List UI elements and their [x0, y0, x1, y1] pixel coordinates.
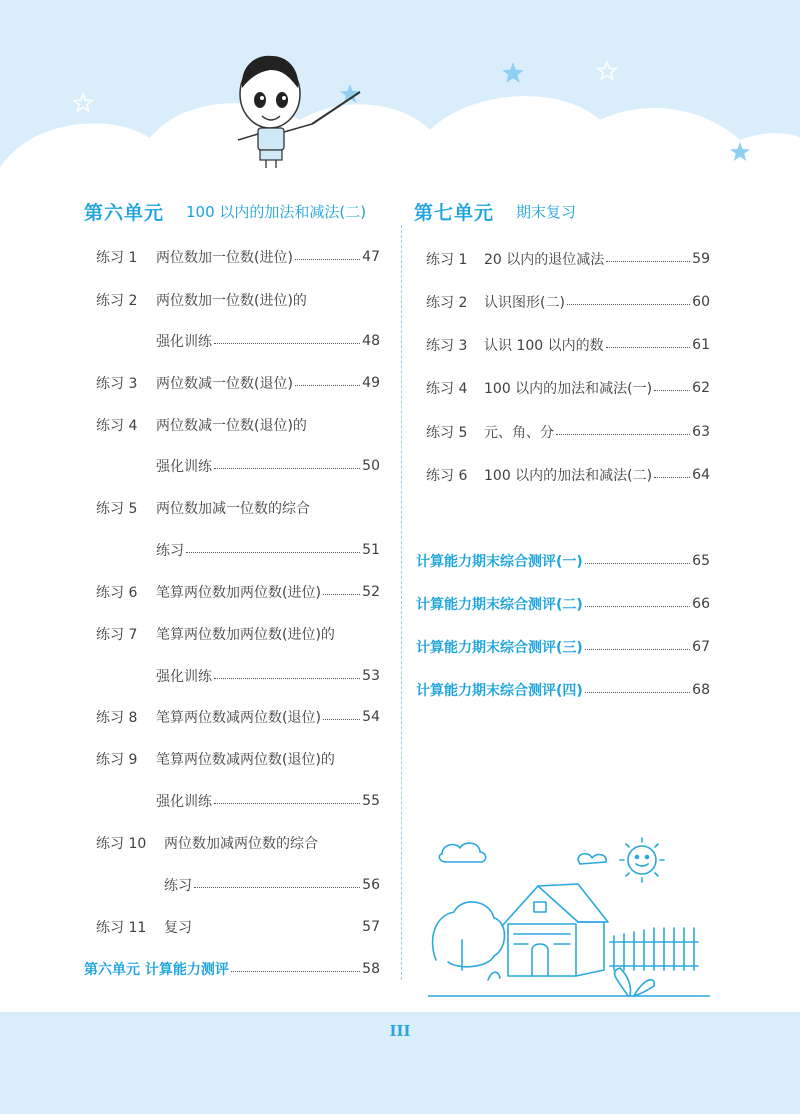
- toc-entry-unit6-ex9[interactable]: [96, 748, 380, 770]
- exercise-label: 练习 5: [96, 501, 138, 517]
- unit6-label: 第六单元: [84, 201, 165, 224]
- toc-entry-unit6-ex2[interactable]: [96, 289, 380, 311]
- toc-entry-unit6-ex3[interactable]: [96, 372, 380, 394]
- exercise-label: 练习 1: [96, 250, 138, 266]
- toc-entry-unit7-ex3[interactable]: [426, 334, 710, 356]
- spacer: [194, 921, 360, 930]
- exercise-title-cont: 强化训练: [156, 334, 212, 350]
- page-ref: 60: [692, 294, 710, 310]
- toc-entry-unit6-ex9-cont[interactable]: [156, 790, 380, 812]
- test-title: 计算能力期末综合测评(一): [416, 554, 583, 570]
- test-title: 计算能力期末综合测评(四): [416, 683, 583, 699]
- dot-leader: [606, 253, 690, 262]
- column-divider: [401, 225, 402, 980]
- dot-leader: [295, 251, 360, 260]
- toc-entry-unit6-ex7[interactable]: [96, 623, 380, 645]
- toc-entry-final-test-1[interactable]: [416, 550, 710, 572]
- page-ref: 48: [362, 333, 380, 349]
- page-ref: 47: [362, 249, 380, 265]
- exercise-title-cont: 强化训练: [156, 794, 212, 810]
- dot-leader: [295, 377, 360, 386]
- page-ref: 65: [692, 553, 710, 569]
- dot-leader: [585, 684, 690, 693]
- page-ref: 58: [362, 961, 380, 977]
- exercise-label: 练习 1: [426, 252, 468, 268]
- dot-leader: [585, 598, 690, 607]
- exercise-title: 复习: [164, 920, 192, 936]
- star-icon: [728, 140, 752, 164]
- exercise-label: 练习 6: [96, 585, 138, 601]
- exercise-title: 两位数加一位数(进位): [156, 250, 293, 266]
- exercise-label: 练习 9: [96, 752, 138, 768]
- exercise-title: 两位数加一位数(进位)的: [156, 293, 307, 309]
- dot-leader: [231, 963, 360, 972]
- dot-leader: [186, 544, 360, 553]
- dot-leader: [214, 670, 360, 679]
- page-ref: 51: [362, 542, 380, 558]
- page-ref: 61: [692, 337, 710, 353]
- unit6-name: 100 以内的加法和减法(二): [186, 202, 367, 221]
- toc-entry-unit7-ex4[interactable]: [426, 377, 710, 399]
- exercise-title: 笔算两位数加两位数(进位): [156, 585, 321, 601]
- dot-leader: [214, 335, 360, 344]
- unit7-heading: [414, 196, 576, 226]
- dot-leader: [214, 795, 360, 804]
- page-ref: 50: [362, 458, 380, 474]
- test-title: 计算能力期末综合测评(二): [416, 597, 583, 613]
- dot-leader: [214, 460, 360, 469]
- page-ref: 57: [362, 919, 380, 935]
- dot-leader: [567, 296, 690, 305]
- exercise-title-cont: 强化训练: [156, 459, 212, 475]
- page-ref: 55: [362, 793, 380, 809]
- toc-entry-unit7-ex5[interactable]: [426, 421, 710, 443]
- exercise-label: 练习 2: [426, 295, 468, 311]
- toc-entry-unit6-ex5[interactable]: [96, 497, 380, 519]
- toc-entry-unit6-ex2-cont[interactable]: [156, 330, 380, 352]
- toc-entry-unit6-ex1[interactable]: [96, 246, 380, 268]
- exercise-title: 笔算两位数加两位数(进位)的: [156, 627, 335, 643]
- unit6-heading: [84, 196, 366, 226]
- toc-entry-unit6-ex4[interactable]: [96, 414, 380, 436]
- toc-entry-unit6-ex10[interactable]: [96, 832, 380, 854]
- exercise-title: 两位数加减两位数的综合: [164, 836, 318, 852]
- dot-leader: [323, 711, 360, 720]
- dot-leader: [585, 555, 690, 564]
- page-ref: 53: [362, 668, 380, 684]
- toc-entry-unit6-ex11[interactable]: [96, 916, 380, 938]
- exercise-label: 练习 3: [96, 376, 138, 392]
- exercise-label: 练习 7: [96, 627, 138, 643]
- exercise-label: 练习 4: [96, 418, 138, 434]
- exercise-title-cont: 练习: [156, 543, 184, 559]
- toc-entry-unit6-ex4-cont[interactable]: [156, 455, 380, 477]
- dot-leader: [556, 426, 690, 435]
- exercise-title-cont: 强化训练: [156, 669, 212, 685]
- exercise-title: 100 以内的加法和减法(二): [484, 468, 653, 484]
- page-ref: 67: [692, 639, 710, 655]
- exercise-label: 练习 8: [96, 710, 138, 726]
- toc-entry-unit6-ex6[interactable]: [96, 581, 380, 603]
- toc-entry-unit7-ex6[interactable]: [426, 464, 710, 486]
- test-title: 计算能力期末综合测评(三): [416, 640, 583, 656]
- exercise-label: 练习 6: [426, 468, 468, 484]
- exercise-label: 练习 10: [96, 836, 147, 852]
- toc-entry-final-test-3[interactable]: [416, 636, 710, 658]
- exercise-label: 练习 4: [426, 381, 468, 397]
- toc-entry-final-test-4[interactable]: [416, 679, 710, 701]
- dot-leader: [654, 382, 690, 391]
- exercise-label: 练习 2: [96, 293, 138, 309]
- page-ref: 68: [692, 682, 710, 698]
- exercise-label: 练习 3: [426, 338, 468, 354]
- star-outline-icon: [596, 60, 618, 82]
- toc-entry-unit6-ex8[interactable]: [96, 706, 380, 728]
- exercise-title: 两位数减一位数(退位)的: [156, 418, 307, 434]
- toc-entry-final-test-2[interactable]: [416, 593, 710, 615]
- exercise-title: 元、角、分: [484, 425, 554, 441]
- dot-leader: [654, 469, 690, 478]
- boy-with-pointer-illustration: [228, 48, 368, 168]
- page-ref: 49: [362, 375, 380, 391]
- exercise-title: 笔算两位数减两位数(退位): [156, 710, 321, 726]
- toc-entry-unit6-ex10-cont[interactable]: [164, 874, 380, 896]
- exercise-title: 笔算两位数减两位数(退位)的: [156, 752, 335, 768]
- exercise-title: 两位数加减一位数的综合: [156, 501, 310, 517]
- page-ref: 59: [692, 251, 710, 267]
- toc-entry-unit6-ex5-cont[interactable]: [156, 539, 380, 561]
- dot-leader: [323, 586, 360, 595]
- exercise-title: 20 以内的退位减法: [484, 252, 605, 268]
- page-ref: 66: [692, 596, 710, 612]
- toc-entry-unit7-ex2[interactable]: [426, 291, 710, 313]
- toc-entry-unit6-test[interactable]: [84, 958, 380, 980]
- exercise-label: 练习 11: [96, 920, 147, 936]
- page-ref: 63: [692, 424, 710, 440]
- exercise-title: 认识 100 以内的数: [484, 338, 604, 354]
- page-number: III: [389, 1022, 411, 1040]
- star-icon: [500, 60, 526, 86]
- unit7-label: 第七单元: [414, 201, 495, 224]
- test-title: 第六单元 计算能力测评: [84, 962, 229, 978]
- exercise-title: 认识图形(二): [484, 295, 565, 311]
- exercise-title-cont: 练习: [164, 878, 192, 894]
- dot-leader: [194, 879, 360, 888]
- unit7-name: 期末复习: [516, 202, 577, 221]
- page-ref: 64: [692, 467, 710, 483]
- toc-entry-unit7-ex1[interactable]: [426, 248, 710, 270]
- star-outline-icon: [72, 92, 94, 114]
- dot-leader: [585, 641, 690, 650]
- toc-entry-unit6-ex7-cont[interactable]: [156, 665, 380, 687]
- page-ref: 54: [362, 709, 380, 725]
- house-with-sun-illustration: [428, 830, 710, 1000]
- page-ref: 62: [692, 380, 710, 396]
- exercise-label: 练习 5: [426, 425, 468, 441]
- exercise-title: 100 以内的加法和减法(一): [484, 381, 653, 397]
- page-ref: 52: [362, 584, 380, 600]
- page-ref: 56: [362, 877, 380, 893]
- exercise-title: 两位数减一位数(退位): [156, 376, 293, 392]
- dot-leader: [606, 339, 691, 348]
